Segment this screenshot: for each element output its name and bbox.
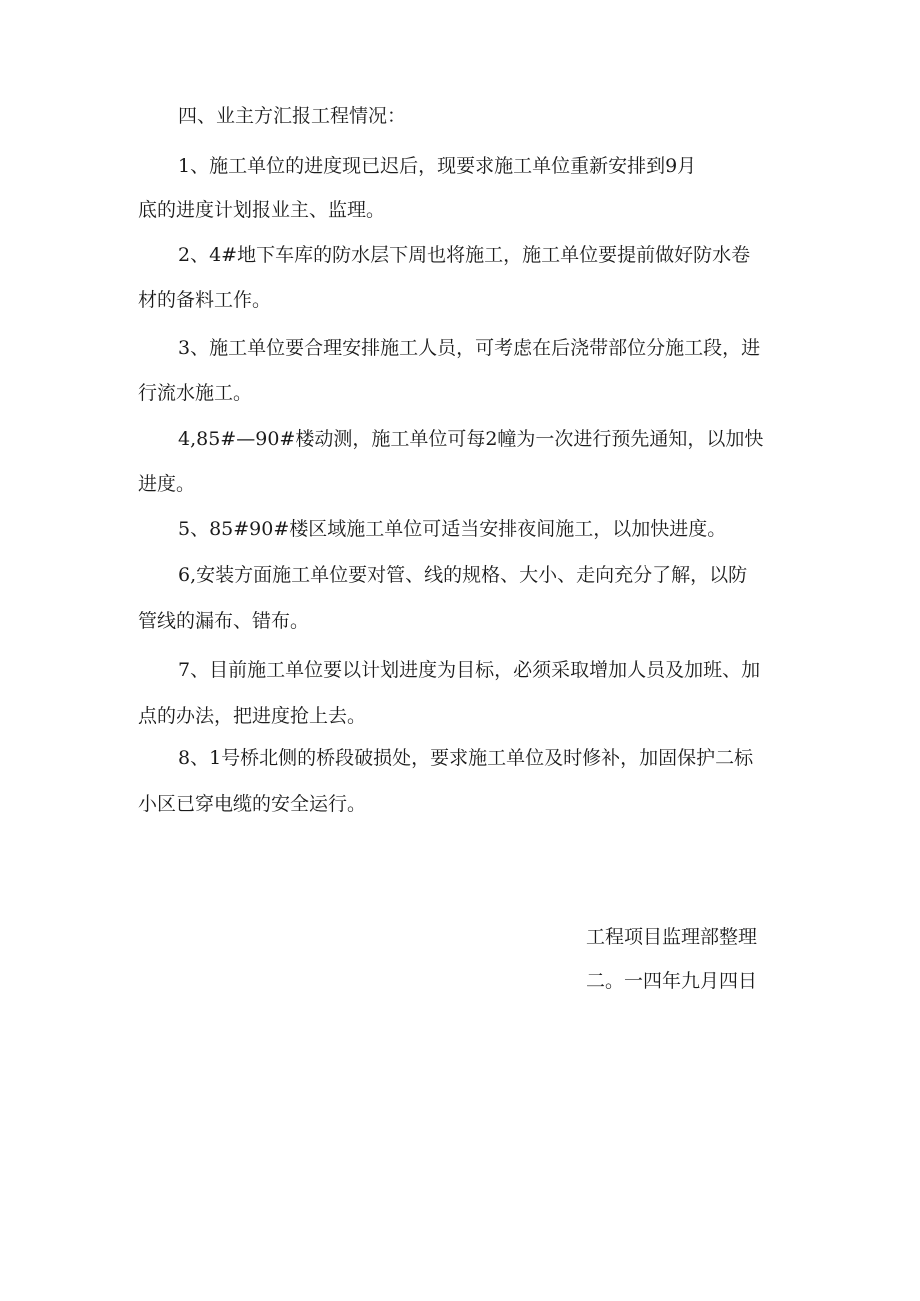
- item-6-line-2: 管线的漏布、错布。: [138, 610, 310, 632]
- item-7-line-2: 点的办法，把进度抢上去。: [138, 705, 367, 727]
- item-1-line-2: 底的进度计划报业主、监理。: [138, 199, 386, 221]
- item-3-line-2: 行流水施工。: [138, 382, 253, 404]
- signature-date: 二。一四年九月四日: [586, 970, 758, 992]
- item-7-line-1: 7、目前施工单位要以计划进度为目标，必须采取增加人员及加班、加: [178, 659, 761, 681]
- section-heading: 四、业主方汇报工程情况：: [178, 105, 407, 127]
- item-6-line-1: 6,安装方面施工单位要对管、线的规格、大小、走向充分了解，以防: [178, 564, 748, 586]
- item-2-line-1: 2、4#地下车库的防水层下周也将施工，施工单位要提前做好防水卷: [178, 244, 751, 266]
- item-4-line-1: 4,85#—90#楼动测，施工单位可每2幢为一次进行预先通知，以加快: [178, 428, 764, 450]
- item-8-line-1: 8、1号桥北侧的桥段破损处，要求施工单位及时修补，加固保护二标: [178, 747, 754, 769]
- item-5-line-1: 5、85#90#楼区域施工单位可适当安排夜间施工，以加快进度。: [178, 518, 727, 540]
- item-4-line-2: 进度。: [138, 473, 196, 495]
- item-3-line-1: 3、施工单位要合理安排施工人员，可考虑在后浇带部位分施工段，进: [178, 337, 761, 359]
- item-8-line-2: 小区已穿电缆的安全运行。: [138, 793, 367, 815]
- item-2-line-2: 材的备料工作。: [138, 289, 272, 311]
- signature-organization: 工程项目监理部整理: [586, 926, 758, 948]
- item-1-line-1: 1、施工单位的进度现已迟后，现要求施工单位重新安排到9月: [178, 155, 697, 177]
